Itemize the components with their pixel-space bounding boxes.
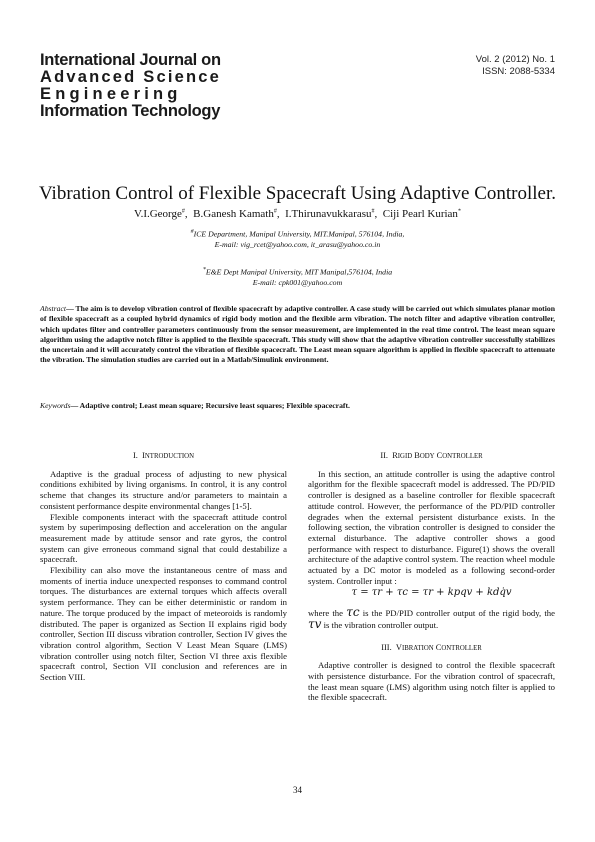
intro-paragraph: Flexible components interact with the spacecraft attitude control system by superimposing deflection and acceleration on the angular measurement made by attitude sensor and rate gyros, the control system can give erroneous command signal that could destabilize a spacecraft. [40,511,287,565]
where-text: where the [308,608,344,619]
controller-equation: τ = τr + τc = τr + kpqv + kdq̇v [351,587,512,599]
tau-v-symbol: τv [308,616,322,631]
section-heading-vibration-controller [308,643,555,655]
keywords [40,401,555,410]
author-mark: # [371,208,375,215]
author-name: Ciji Pearl Kurian [382,208,458,220]
rigid-body-paragraph: In this section, an attitude controller is using the adaptive control algorithm for the flexible spacecraft model is addressed. The PD/PID controller is designed as a baseline controller for flexible spacecraft attitude control. However, the performance of the PD/PID controller degrades when the external persistent disturbance exists. In the following section, the vibration controller is designed to consider the external disturbance. The adaptive controller shows a good performance with respect to disturbance. Figure(1) shows the overall architecture of the adaptive control system. The reaction wheel module actuated by a DC motor is modeled as a following second-order system. Controller input : [308,468,555,586]
abstract-label: Abstract [40,304,67,313]
journal-line-3: Engineering [40,85,182,103]
heading-initial: V [395,642,402,652]
affiliation-mark: # [190,229,194,235]
intro-paragraph: Adaptive is the gradual process of adjusting to new physical conditions exhibited by living organisms. In control, it is any control scheme that changes its structure and/or parameters to maintain a consistent performance despite environmental changes [1-5]. [40,468,287,511]
where-paragraph [308,607,555,630]
section-heading-introduction [40,451,287,463]
affiliation-1 [0,227,595,250]
heading-initial: B [414,451,420,460]
heading-initial: R [392,451,398,460]
author-mark: # [273,208,277,215]
author-mark: # [181,208,185,215]
author-name: I.Thirunavukkarasu [285,208,372,220]
keywords-text: — Adaptive control; Least mean square; Recursive least squares; Flexible spacecraft. [70,401,350,410]
intro-paragraph: Flexibility can also move the instantaneous centre of mass and moments of inertia induce unexpected responses to command control torques. The disturbances are external torques which affects overall system performance. They can be either deterministic or random in nature. The torque produced by the impact of meteoroids is randomly distributed. The paper is organized as Section II explains rigid body controller, Section III discuss vibration controller, Section IV gives the vibration control algorithm, Section V Least Mean Square (LMS) vibration controller using notch filter, Section VI three axis flexible spacecraft control, Section VII conclusion and references are in Section VIII. [40,565,287,683]
affiliation-email: E-mail: cpk001@yahoo.com [252,277,343,287]
heading-rest: IBRATION [401,644,434,652]
abstract [40,304,555,366]
affiliation-mark: * [202,267,206,273]
heading-rest: ONTROLLER [441,644,482,652]
affiliation-2 [0,265,595,288]
left-column [40,451,287,683]
affiliation-address: E&E Dept Manipal University, MIT Manipal,576104, India [205,267,393,277]
author-mark: * [457,208,461,215]
paper-title: Vibration Control of Flexible Spacecraft Using Adaptive Controller. [38,183,557,204]
volume-info [476,54,555,78]
author-name: V.I.George [134,208,182,220]
heading-initial: C [436,451,443,460]
journal-logo [40,52,221,120]
where-text: is the PD/PID controller output of the rigid body, the [362,608,555,619]
where-text: is the vibration controller output. [323,619,439,630]
journal-line-4: Information Technology [40,102,221,120]
author-list: V.I.George#, B.Ganesh Kamath#, I.Thirunavukkarasu#, Ciji Pearl Kurian* [134,208,461,220]
heading-rest: ONTROLLER [442,453,483,460]
heading-rest: NTRODUCTION [144,453,194,460]
affiliation-email: E-mail: vig_rcet@yahoo.com, it_arasu@yahoo.co.in [214,239,381,249]
abstract-text: — The aim is to develop vibration control of flexible spacecraft by adaptive controller. A case study will be carried out which simulates planar motion of flexible spacecraft as a coupled hybrid dynamics of rigid body motion and the flexible arm vibration. The notch filter and adaptive vibration controller, which updates filter and controller parameters continuously from the sensor measurement, are implemented in the real time control. The least mean square algorithm using the adaptive notch filter is applied to the flexible spacecraft. This study will show that the adaptive vibration controller successfully stabilizes the uncertain and it will accurately control the vibration of flexible spacecraft. The Least mean square algorithm is applied in flexible spacecraft to attenuate the vibration. The simulation studies are carried out in a Matlab/Simulink environment. [40,304,555,365]
section-number: II. [380,451,388,460]
heading-initial: I [142,451,145,460]
vibration-paragraph: Adaptive controller is designed to control the flexible spacecraft with persistence disturbance. For the vibration control of spacecraft, the least mean square (LMS) algorithm using notch filter is applied to the flexible spacecraft. [308,660,555,703]
section-number: III. [381,642,392,652]
tau-c-symbol: τc [346,605,360,620]
section-number: I. [133,451,138,460]
issn: ISSN: 2088-5334 [482,66,555,77]
section-heading-rigid-body-controller [308,451,555,463]
affiliation-address: ICE Department, Manipal University, MIT.Manipal, 576104, India, [193,229,405,239]
author-name: B.Ganesh Kamath [193,208,274,220]
journal-line-1: International Journal on [40,51,221,69]
right-column [308,451,555,703]
volume-number: Vol. 2 (2012) No. 1 [475,54,555,65]
heading-initial: C [435,642,442,652]
keywords-label: Keywords [40,401,71,410]
journal-line-2: Advanced Science [40,68,222,86]
heading-rest: ODY [419,453,435,460]
heading-rest: IGID [397,453,413,460]
page-number: 34 [293,785,302,795]
